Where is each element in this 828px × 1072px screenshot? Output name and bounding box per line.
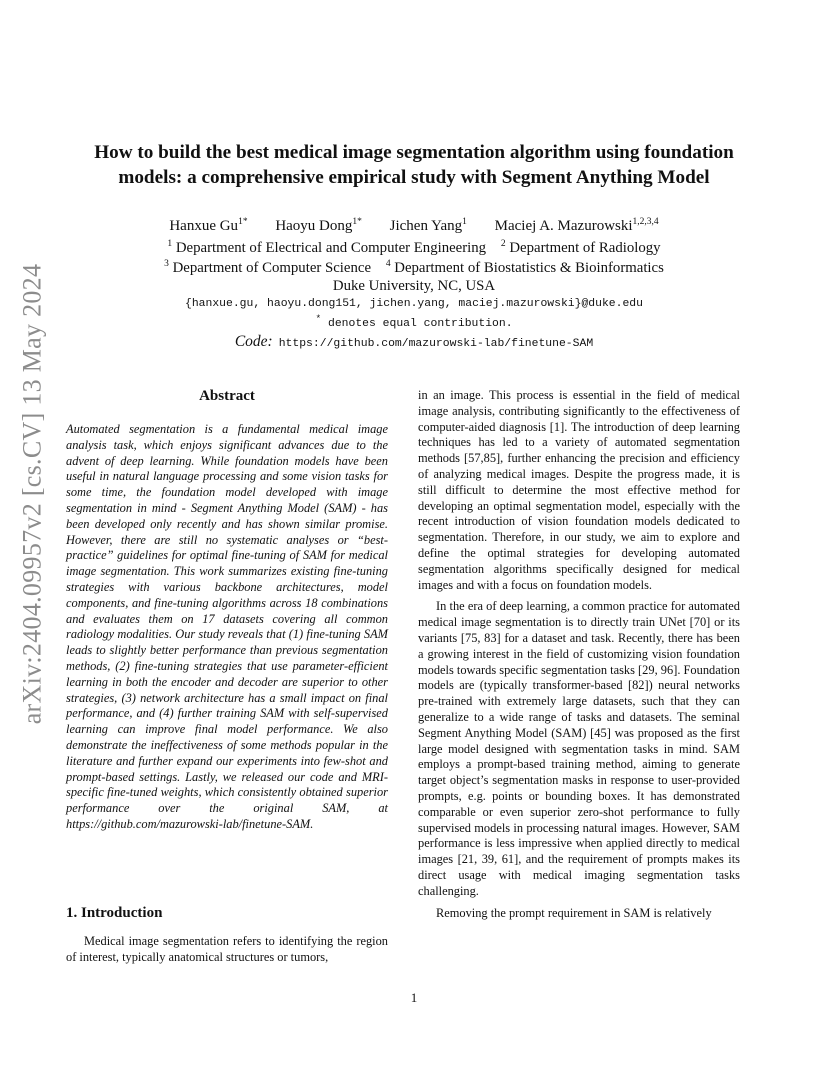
paper-title: How to build the best medical image segmentation algorithm using foundation models: a comprehensive empirical study with Segment Anything Model (94, 142, 734, 188)
intro-paragraph-continued: in an image. This process is essential in the field of medical image analysis, contributing significantly to the effectiveness of computer-aided diagnosis [1]. The introduction of deep learning techniques has led to a variety of automated segmentation methods [57,85], further enhancing the precision and efficiency of analyzing medical images. Despite the progress made, it is still difficult to determine the most effective method for developing an optimal segmentation model, especially with the recent introduction of vision foundation models dedicated to segmentation. Therefore, in our study, we aim to explore and define the optimal strategies for developing automated segmentation algorithms specifically designed for medical images and with a focus on foundation models. (418, 388, 740, 592)
abstract-heading: Abstract (199, 388, 255, 404)
author: Maciej A. Mazurowski$^{1,2,3,4}$ (494, 217, 659, 234)
intro-paragraph: Removing the prompt requirement in SAM is relatively (436, 905, 712, 920)
institution: Duke University, NC, USA (332, 278, 496, 294)
author: Haoyu Dong$^{1*}$ (275, 217, 362, 234)
affiliation-line-1: $^1$ Department of Electrical and Computer Engineering $^2$ Department of Radiology (167, 239, 661, 256)
abstract-text: Automated segmentation is a fundamental medical image analysis task, which enjoys significant advances due to the advent of deep learning. While foundation models have been useful in natural language processing and some vision tasks for some time, the foundation model developed with image segmentation in mind - Segment Anything Model (SAM) - has been developed only recently and has shown similar promise. However, there are still no systematic analyses or “best-practice” guidelines for optimal fine-tuning of SAM for medical image segmentation. This work summarizes existing fine-tuning strategies with various backbone architectures, model components, and fine-tuning algorithms across 18 combinations and evaluates them on 17 datasets covering all common radiology modalities. Our study reveals that (1) fine-tuning SAM leads to slightly better performance than previous segmentation methods, (2) fine-tuning strategies that use parameter-efficient learning in both the encoder and decoder are superior to other strategies, (3) network architecture has a small impact on final performance, and (4) further training SAM with self-supervised learning can improve final model performance. We also demonstrate the ineffectiveness of some methods popular in the literature and further expand our experiments into few-shot and prompt-based settings. Lastly, we released our code and MRI-specific fine-tuned weights, which consistently obtained superior performance over the original SAM, at https://github.com/mazurowski-lab/finetune-SAM. (66, 422, 388, 831)
author: Hanxue $Gu^{1*}$ (169, 217, 248, 234)
author: Jichen Yang$^1$ (389, 217, 467, 234)
section-heading-introduction: 1. Introduction (66, 905, 163, 921)
affiliation-line-2: $^3$ Department of Computer Science $^4$ Department of Biostatistics & Bioinformatics (164, 259, 664, 276)
code-label: Code: (234, 333, 273, 350)
arxiv-sidebar-stamp (12, 263, 52, 725)
arxiv-id: arXiv:2404.09957v2 [cs.CV] 13 May 2024 (17, 263, 47, 725)
code-url[interactable]: https://github.com/mazurowski-lab/finetune-SAM (278, 338, 594, 350)
intro-paragraph-start: Medical image segmentation refers to identifying the region of interest, typically anatomical structures or tumors, (66, 934, 388, 964)
page-number: 1 (410, 990, 418, 1005)
author-list (60, 218, 768, 235)
code-link-line (60, 333, 768, 351)
intro-paragraph: In the era of deep learning, a common practice for automated medical image segmentation is to directly train UNet [70] or its variants [75, 83] for a dataset and task. Recently, there has been a growing interest in the field of customizing vision foundation models towards specific segmentation tasks [29, 96]. Foundation models are (typically transformer-based [82]) neural networks pre-trained with extremely large datasets, such that they can generalize to a wide range of tasks and datasets. The seminal Segment Anything Model (SAM) [45] was proposed as the first large model designed with segmentation tasks in mind. SAM employs a prompt-based training method, aiming to generate target object’s segmentation masks in response to user-provided prompts, e.g. points or bounding boxes. It has demonstrated comparable or even superior zero-shot performance to fully supervised models in processing natural images. However, SAM performance is less impressive when applied directly to medical images [21, 39, 61], and the requirement of prompts makes its direct usage with medical imaging segmentation tasks challenging. (418, 599, 740, 898)
right-column (418, 388, 740, 927)
author-emails: {hanxue.gu, haoyu.dong151, jichen.yang, maciej.mazurowski}@duke.edu (185, 298, 643, 310)
equal-contribution-note: * denotes equal contribution. (315, 313, 513, 330)
